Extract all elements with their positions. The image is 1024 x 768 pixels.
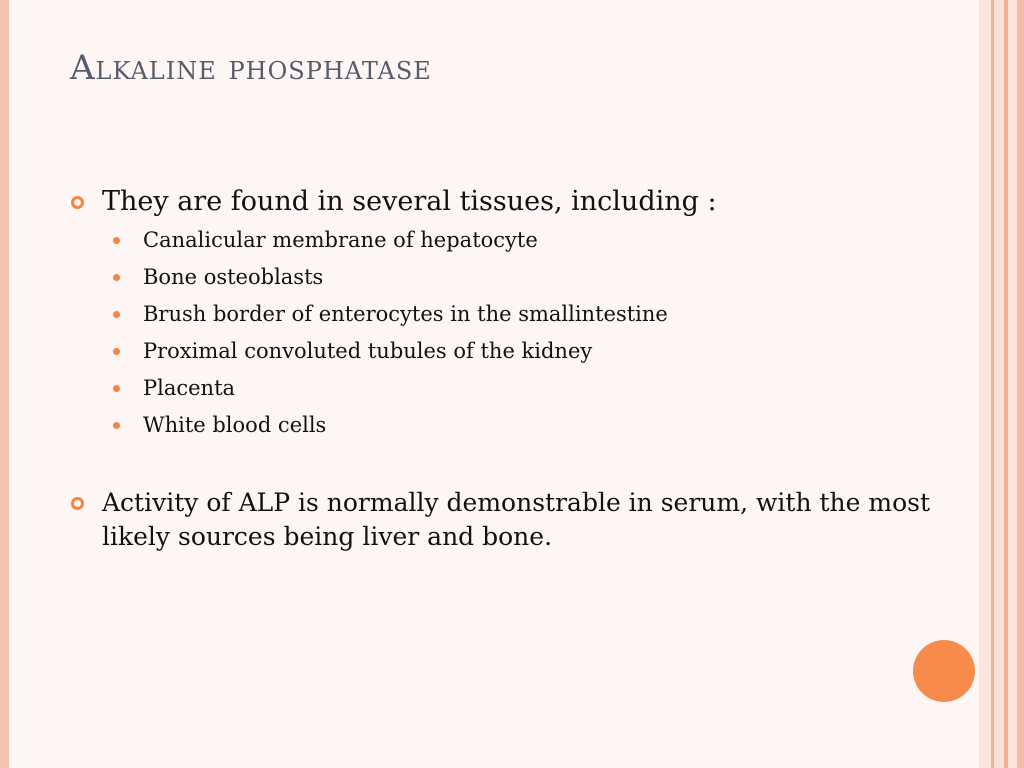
- list-item: [143, 222, 976, 259]
- slide-content: [71, 184, 976, 554]
- list-item-text: Placenta: [143, 376, 236, 400]
- list-item: [143, 296, 976, 333]
- list-item: [143, 407, 976, 444]
- decorative-border-stripe: [1008, 0, 1017, 768]
- ring-bullet-icon: [71, 196, 84, 209]
- dot-bullet-icon: [113, 237, 120, 244]
- list-item-text: Proximal convoluted tubules of the kidney: [143, 339, 593, 363]
- bullet-point-alp-activity: [71, 486, 976, 554]
- dot-bullet-icon: [113, 274, 120, 281]
- dot-bullet-icon: [113, 385, 120, 392]
- dot-bullet-icon: [113, 348, 120, 355]
- bullet-text: They are found in several tissues, including :: [102, 186, 717, 217]
- list-item-text: White blood cells: [143, 413, 327, 437]
- list-item: [143, 333, 976, 370]
- slide-panel: [9, 0, 979, 768]
- slide-title: Alkaline phosphatase: [70, 48, 432, 88]
- decorative-border-stripe: [1017, 0, 1024, 768]
- list-item-text: Bone osteoblasts: [143, 265, 324, 289]
- list-item-text: Canalicular membrane of hepatocyte: [143, 228, 538, 252]
- dot-bullet-icon: [113, 422, 120, 429]
- list-item-text: Brush border of enterocytes in the smallintestine: [143, 302, 668, 326]
- tissue-list: [71, 222, 976, 444]
- ring-bullet-icon: [71, 497, 84, 510]
- list-item: [143, 370, 976, 407]
- bullet-point-tissues: [71, 184, 976, 220]
- dot-bullet-icon: [113, 311, 120, 318]
- list-item: [143, 259, 976, 296]
- decorative-border-stripe: [994, 0, 1004, 768]
- bullet-text: Activity of ALP is normally demonstrable in serum, with the most likely sources being liver and bone.: [102, 488, 931, 551]
- orange-circle-decoration: [913, 640, 975, 702]
- decorative-border-stripe: [979, 0, 991, 768]
